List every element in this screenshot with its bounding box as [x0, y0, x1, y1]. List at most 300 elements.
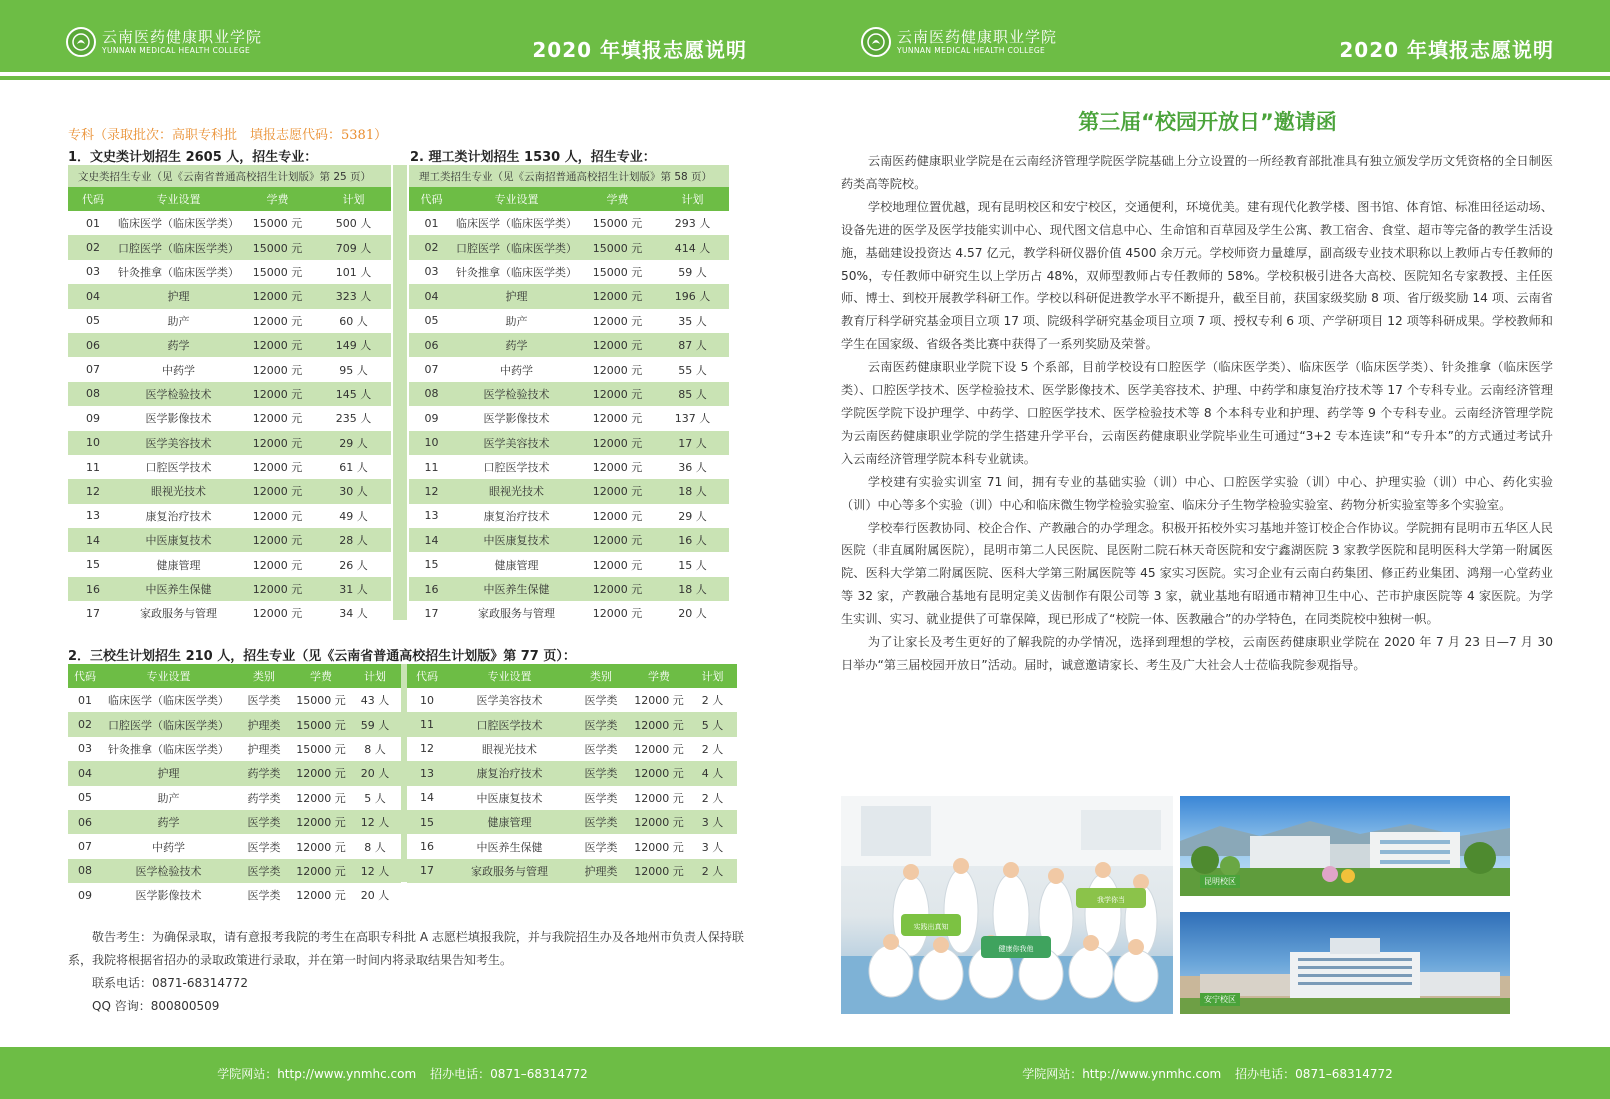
table-cell: 15000 元 — [592, 217, 643, 231]
table-cell: 中医养生保健 — [476, 840, 543, 854]
table-cell: 5 人 — [364, 791, 386, 805]
t1-caption: 文史类招生专业（见《云南省普通高校招生计划版》第 25 页） — [68, 165, 391, 187]
contact-qq: QQ 咨询：800800509 — [92, 999, 220, 1013]
table-science — [409, 165, 729, 626]
table-cell: 中医养生保健 — [454, 577, 579, 601]
logo-name-cn: 云南医药健康职业学院 — [102, 27, 263, 46]
table-cell: 03 — [86, 265, 100, 279]
table-cell: 针灸推拿（临床医学类） — [118, 265, 239, 279]
table-cell: 235 人 — [335, 412, 372, 426]
table-cell: 07 — [78, 840, 92, 854]
table-cell: 助产 — [505, 314, 528, 328]
table-cell: 17 — [86, 606, 100, 620]
t1-heading: 1．文史类计划招生 2605 人，招生专业： — [68, 150, 318, 165]
table-cell: 08 — [68, 859, 102, 883]
table-cell: 12000 元 — [293, 761, 349, 785]
t3-header: 计划 — [349, 664, 401, 688]
table-cell: 15000 元 — [592, 265, 643, 279]
table-row — [68, 479, 391, 503]
table-cell: 12000 元 — [579, 431, 656, 455]
table-row — [68, 528, 391, 552]
table-cell: 12 — [420, 742, 434, 756]
table-row — [409, 577, 729, 601]
table-cell: 43 人 — [360, 694, 390, 708]
table-cell: 医学类 — [235, 810, 293, 834]
table-cell: 12000 元 — [630, 761, 688, 785]
table-row — [68, 406, 391, 430]
article-paragraph: 云南医药健康职业学院下设 5 个系部，目前学校设有口腔医学（临床医学类）、临床医学（临床医学类）、针灸推拿（临床医学类）、口腔医学技术、医学检验技术、医学影像技术、医学美容技术、护理、中药学和康复治疗技术等 17 个专科专业。云南经济管理学院医学院下设护理学、中药学、口腔医学技术、医学检验技术等 8 个本科专业和护理、药学等 9 个专科专业。云南经济管理学院为云南医药健康职业学院的学生搭建升学平台，云南医药健康职业学院毕业生可通过“3+2 专本连读”和“专升本”的方式通过考试升入云南经济管理学院本科专业就读。 — [841, 360, 1553, 466]
table-cell: 眼视光技术 — [118, 479, 239, 503]
table-cell: 137 人 — [674, 412, 711, 426]
table-cell: 08 — [68, 382, 118, 406]
table-cell: 家政服务与管理 — [447, 859, 572, 883]
table-cell: 中医康复技术 — [454, 528, 579, 552]
table-cell: 5 人 — [688, 712, 737, 736]
table-cell: 01 — [78, 693, 92, 707]
table-row — [409, 479, 729, 503]
table-cell: 07 — [424, 363, 439, 377]
table-cell: 12000 元 — [592, 509, 643, 523]
table-cell: 95 人 — [339, 363, 368, 377]
logo-right — [861, 24, 1057, 60]
logo-name-en: YUNNAN MEDICAL HEALTH COLLEGE — [897, 45, 1046, 55]
table-cell: 12000 元 — [252, 509, 303, 523]
t1-header: 专业设置 — [118, 187, 239, 211]
article-paragraph: 学校建有实验实训室 71 间，拥有专业的基础实验（训）中心、口腔医学实验（训）中心、护理实验（训）中心、药化实验（训）中心等多个实验（训）中心和临床微生物学检验实验室、临床分子生物学检验实验室、药物分析实验室等多个实验室。 — [841, 474, 1553, 512]
table-cell: 15 — [424, 558, 439, 572]
table-cell: 49 人 — [339, 509, 368, 523]
table-row — [409, 235, 729, 259]
table-cell: 07 — [86, 363, 100, 377]
table-cell: 14 — [420, 791, 434, 805]
table-cell: 12000 元 — [293, 810, 349, 834]
table-cell: 12000 元 — [630, 712, 688, 736]
table-cell: 12000 元 — [634, 742, 684, 756]
table-cell: 18 人 — [656, 577, 729, 601]
table-cell: 中医康复技术 — [118, 528, 239, 552]
table-three-school-b — [407, 664, 737, 883]
table-cell: 29 人 — [316, 431, 391, 455]
table-cell: 12000 元 — [296, 791, 346, 805]
table-cell: 护理 — [118, 284, 239, 308]
table-cell: 12000 元 — [252, 363, 303, 377]
footer-phone: 招办电话：0871–68314772 — [1235, 1066, 1393, 1081]
table-cell: 医学类 — [572, 712, 630, 736]
table-cell: 12000 元 — [239, 382, 316, 406]
table-cell: 助产 — [167, 314, 190, 328]
table-row — [68, 834, 401, 858]
table-cell: 12 人 — [349, 859, 401, 883]
notice-text: 敬告考生：为确保录取，请有意报考我院的考生在高职专科批 A 志愿栏填报我院，并与我院招生办及各地州市负责人保持联系，我院将根据省招办的录取政策进行录取，并在第一时间内将录取结果告知考生。 — [68, 930, 744, 967]
contact-phone: 联系电话：0871-68314772 — [92, 976, 248, 990]
table-cell: 医学类 — [247, 840, 281, 854]
table-cell: 04 — [68, 761, 102, 785]
t1-header: 代码 — [68, 187, 118, 211]
table-cell: 06 — [68, 810, 102, 834]
table-cell: 149 人 — [316, 333, 391, 357]
table-cell: 临床医学（临床医学类） — [108, 694, 229, 708]
table-cell: 15000 元 — [239, 235, 316, 259]
table-cell: 09 — [86, 411, 100, 425]
table-cell: 医学检验技术 — [118, 382, 239, 406]
table-cell: 20 人 — [678, 607, 707, 621]
table-cell: 12 — [409, 479, 454, 503]
table-row — [407, 786, 737, 810]
table-cell: 17 — [407, 859, 447, 883]
table-cell: 医学影像技术 — [145, 412, 212, 426]
header-left — [0, 0, 805, 72]
table-cell: 02 — [68, 235, 118, 259]
table-cell: 口腔医学技术 — [447, 712, 572, 736]
table-cell: 医学美容技术 — [454, 431, 579, 455]
table-cell: 口腔医学技术 — [483, 461, 550, 475]
table-cell: 03 — [424, 265, 439, 279]
table-cell: 8 人 — [364, 742, 386, 756]
table-cell: 293 人 — [674, 217, 711, 231]
table-three-school-a — [68, 664, 401, 908]
table-cell: 临床医学（临床医学类） — [456, 217, 577, 231]
table-cell: 709 人 — [316, 235, 391, 259]
header-divider — [0, 76, 805, 80]
table-cell: 针灸推拿（临床医学类） — [456, 265, 577, 279]
t2-header: 计划 — [656, 187, 729, 211]
table-row — [68, 688, 401, 712]
footer-phone: 招办电话：0871–68314772 — [430, 1066, 588, 1081]
table-row — [409, 333, 729, 357]
table-cell: 10 — [409, 431, 454, 455]
photo-kunming-campus — [1180, 796, 1510, 896]
invitation-title: 第三届“校园开放日”邀请函 — [1078, 110, 1337, 134]
table-row — [68, 382, 391, 406]
table-cell: 4 人 — [688, 761, 737, 785]
t2-header: 学费 — [579, 187, 656, 211]
table-cell: 59 人 — [349, 712, 401, 736]
logo-name-en: YUNNAN MEDICAL HEALTH COLLEGE — [102, 45, 251, 55]
table-row — [68, 431, 391, 455]
students-illustration-icon — [841, 796, 1173, 1014]
banner-text: 健康你我他 — [998, 945, 1034, 953]
table-cell: 13 — [86, 509, 100, 523]
table-row — [68, 577, 391, 601]
table-cell: 中药学 — [500, 363, 533, 377]
table-row — [409, 357, 729, 381]
table-cell: 06 — [68, 333, 118, 357]
table-cell: 12000 元 — [239, 284, 316, 308]
table-row — [409, 431, 729, 455]
table-cell: 85 人 — [656, 382, 729, 406]
table-cell: 12000 元 — [630, 859, 688, 883]
table-cell: 医学影像技术 — [135, 889, 202, 903]
table-cell: 14 — [409, 528, 454, 552]
table-cell: 医学美容技术 — [476, 694, 543, 708]
table-cell: 87 人 — [656, 333, 729, 357]
table-cell: 12000 元 — [252, 607, 303, 621]
logo-left — [66, 24, 262, 60]
table-cell: 药学 — [102, 810, 235, 834]
table-row — [68, 786, 401, 810]
header-title: 2020 年填报志愿说明 — [1339, 38, 1554, 62]
table-cell: 药学 — [118, 333, 239, 357]
article-paragraph: 云南医药健康职业学院是在云南经济管理学院医学院基础上分立设置的一所经教育部批准具有独立颁发学历文凭资格的全日制医药类高等院校。 — [841, 154, 1553, 191]
table-separator — [393, 165, 407, 620]
table-cell: 15000 元 — [296, 742, 346, 756]
footer-right — [805, 1047, 1610, 1099]
table-cell: 04 — [68, 284, 118, 308]
table-cell: 05 — [86, 314, 100, 328]
article-paragraph: 为了让家长及考生更好的了解我院的办学情况，选择到理想的学校，云南医药健康职业学院在 2020 年 7 月 23 日—7 月 30 日举办“第三届校园开放日”活动。届时，诚意邀请家长、考生及广大社会人士莅临我院参观指导。 — [841, 635, 1553, 672]
table-cell: 医学类 — [584, 742, 618, 756]
table-row — [407, 859, 737, 883]
table-row — [407, 761, 737, 785]
table-cell: 12000 元 — [579, 382, 656, 406]
t1-header: 学费 — [239, 187, 316, 211]
table-cell: 中药学 — [152, 840, 185, 854]
table-cell: 医学类 — [247, 889, 281, 903]
table-row — [68, 455, 391, 479]
table-cell: 12000 元 — [293, 859, 349, 883]
table-cell: 12000 元 — [579, 479, 656, 503]
table-row — [409, 528, 729, 552]
table-cell: 康复治疗技术 — [145, 509, 212, 523]
table-cell: 2 人 — [688, 859, 737, 883]
article-paragraph: 学校地理位置优越，现有昆明校区和安宁校区，交通便利，环境优美。建有现代化教学楼、图书馆、体育馆、标准田径运动场、设备先进的医学及医学技能实训中心、现代图文信息中心、生命馆和百草园及学生公寓、教工宿舍、食堂、超市等完备的教学生活设施，基础建设投资达 4.57 亿元，教学科研仪器价值 4500 余万元。学校师资力量雄厚，副高级专业技术职称以上教师占专任教师的 50%，专任教师中研究生以上学历占 48%，双师型教师占专任教师的 58%。学校积极引进各大高校、医院知名专家教授、主任医师、博士、到校开展教学科研工作。学校以科研促进教学水平不断提升，截至目前，获国家级奖励 8 项、省厅级奖励 14 项、云南省教育厅科学研究基金项目立项 17 项、院级科学研究基金项目立项 7 项、授权专利 6 项、产学研项目 12 项等科研成果。学校教师和学生在国家级、省级各类比赛中获得了一系列奖励及荣誉。 — [841, 199, 1553, 352]
table-cell: 12000 元 — [296, 840, 346, 854]
table-row — [407, 688, 737, 712]
table-row — [68, 309, 391, 333]
table-cell: 医学类 — [584, 791, 618, 805]
table-cell: 护理类 — [247, 742, 281, 756]
table-cell: 12000 元 — [592, 461, 643, 475]
t3-header: 代码 — [68, 664, 102, 688]
table-cell: 口腔医学（临床医学类） — [102, 712, 235, 736]
table-row — [68, 284, 391, 308]
table-cell: 13 — [407, 761, 447, 785]
table-cell: 药学类 — [235, 761, 293, 785]
table-cell: 12000 元 — [634, 840, 684, 854]
footer-site: 学院网站：http://www.ynmhc.com — [1022, 1066, 1222, 1081]
table-cell: 2 人 — [701, 791, 724, 805]
table-cell: 12000 元 — [579, 577, 656, 601]
table-cell: 01 — [424, 216, 439, 230]
table-cell: 60 人 — [339, 314, 368, 328]
table-row — [68, 504, 391, 528]
table-row — [68, 737, 401, 761]
table-row — [68, 552, 391, 576]
table-row — [68, 712, 401, 736]
table-cell: 康复治疗技术 — [483, 509, 550, 523]
t2-heading: 2. 理工类计划招生 1530 人，招生专业： — [410, 150, 656, 165]
table-cell: 05 — [424, 314, 439, 328]
table-cell: 04 — [409, 284, 454, 308]
t3-header: 计划 — [688, 664, 737, 688]
table-row — [409, 504, 729, 528]
table-cell: 医学类 — [572, 761, 630, 785]
section-title: 专科（录取批次：高职专科批 填报志愿代码：5381） — [68, 128, 388, 143]
table-cell: 02 — [409, 235, 454, 259]
table-cell: 18 人 — [656, 479, 729, 503]
table-cell: 口腔医学技术 — [145, 461, 212, 475]
table-cell: 针灸推拿（临床医学类） — [108, 742, 229, 756]
table-row — [68, 211, 391, 235]
table-row — [409, 211, 729, 235]
logo-name-cn: 云南医药健康职业学院 — [897, 27, 1058, 46]
table-cell: 17 — [424, 606, 439, 620]
t2-header: 专业设置 — [454, 187, 579, 211]
right-page — [805, 0, 1610, 1099]
table-row — [409, 552, 729, 576]
table-row — [407, 834, 737, 858]
table-cell: 03 — [78, 742, 92, 756]
table-cell: 14 — [68, 528, 118, 552]
table-cell: 29 人 — [678, 509, 707, 523]
table-cell: 101 人 — [335, 265, 372, 279]
table-cell: 家政服务与管理 — [140, 607, 217, 621]
table-cell: 临床医学（临床医学类） — [118, 217, 239, 231]
table-cell: 15 — [407, 810, 447, 834]
table-cell: 08 — [409, 382, 454, 406]
header-divider — [805, 76, 1610, 80]
table-cell: 500 人 — [335, 217, 372, 231]
table-cell: 16 — [420, 840, 434, 854]
table-row — [409, 601, 729, 625]
table-cell: 15 — [86, 558, 100, 572]
table-cell: 12000 元 — [592, 314, 643, 328]
table-cell: 28 人 — [316, 528, 391, 552]
caption-anning: 安宁校区 — [1200, 993, 1240, 1006]
table-cell: 2 人 — [701, 742, 724, 756]
t2-header: 代码 — [409, 187, 454, 211]
table-cell: 15000 元 — [579, 235, 656, 259]
table-row — [68, 859, 401, 883]
table-cell: 34 人 — [339, 607, 368, 621]
table-cell: 323 人 — [316, 284, 391, 308]
table-cell: 20 人 — [360, 889, 390, 903]
header-title: 2020 年填报志愿说明 — [532, 38, 747, 62]
notice-block — [68, 926, 748, 1018]
footer-left — [0, 1047, 805, 1099]
table-cell: 145 人 — [316, 382, 391, 406]
table-cell: 15000 元 — [293, 712, 349, 736]
table-cell: 20 人 — [349, 761, 401, 785]
table-cell: 健康管理 — [447, 810, 572, 834]
table-cell: 12000 元 — [592, 363, 643, 377]
table-cell: 医学影像技术 — [483, 412, 550, 426]
table-cell: 健康管理 — [494, 558, 539, 572]
table-row — [68, 357, 391, 381]
table-cell: 55 人 — [678, 363, 707, 377]
table-cell: 12000 元 — [239, 431, 316, 455]
table-row — [407, 712, 737, 736]
table-cell: 16 — [409, 577, 454, 601]
table-cell: 12000 元 — [239, 333, 316, 357]
table-row — [409, 260, 729, 284]
table-cell: 2 人 — [701, 694, 724, 708]
table-cell: 02 — [68, 712, 102, 736]
table-cell: 12000 元 — [579, 284, 656, 308]
table-row — [68, 601, 391, 625]
table-cell: 12000 元 — [239, 577, 316, 601]
table-cell: 眼视光技术 — [482, 742, 537, 756]
table-cell: 医学美容技术 — [118, 431, 239, 455]
table-cell: 中医养生保健 — [118, 577, 239, 601]
table-row — [409, 455, 729, 479]
table-cell: 口腔医学（临床医学类） — [454, 235, 579, 259]
t3-header: 学费 — [293, 664, 349, 688]
table-row — [409, 309, 729, 333]
header-right — [805, 0, 1610, 72]
table-row — [407, 737, 737, 761]
t3-heading: 2．三校生计划招生 210 人，招生专业（见《云南省普通高校招生计划版》第 77 页）： — [68, 649, 576, 664]
table-row — [68, 235, 391, 259]
t3-header: 学费 — [630, 664, 688, 688]
t1-header: 计划 — [316, 187, 391, 211]
table-cell: 护理类 — [235, 712, 293, 736]
table-cell: 中医康复技术 — [476, 791, 543, 805]
banner-text: 我学你当 — [1097, 896, 1125, 904]
table-row — [68, 333, 391, 357]
table-cell: 家政服务与管理 — [478, 607, 555, 621]
table-cell: 12000 元 — [630, 810, 688, 834]
t2-caption: 理工类招生专业（见《云南招普通高校招生计划版》第 58 页） — [409, 165, 729, 187]
table-cell: 药学 — [454, 333, 579, 357]
table-cell: 12000 元 — [239, 528, 316, 552]
table-cell: 30 人 — [316, 479, 391, 503]
table-cell: 中药学 — [162, 363, 195, 377]
table-cell: 12000 元 — [252, 558, 303, 572]
table-cell: 12000 元 — [296, 889, 346, 903]
caption-kunming: 昆明校区 — [1200, 875, 1240, 888]
table-cell: 35 人 — [678, 314, 707, 328]
table-cell: 医学检验技术 — [454, 382, 579, 406]
table-cell: 10 — [68, 431, 118, 455]
table-cell: 414 人 — [656, 235, 729, 259]
table-cell: 眼视光技术 — [454, 479, 579, 503]
t3-header: 专业设置 — [447, 664, 572, 688]
table-cell: 196 人 — [656, 284, 729, 308]
table-row — [409, 284, 729, 308]
table-cell: 口腔医学（临床医学类） — [118, 235, 239, 259]
table-cell: 17 人 — [656, 431, 729, 455]
table-cell: 15000 元 — [252, 217, 303, 231]
table-cell: 医学检验技术 — [102, 859, 235, 883]
table-cell: 3 人 — [688, 810, 737, 834]
table-cell: 12 人 — [349, 810, 401, 834]
table-cell: 12000 元 — [592, 558, 643, 572]
table-cell: 16 — [68, 577, 118, 601]
table-cell: 12000 元 — [634, 791, 684, 805]
table-cell: 05 — [78, 791, 92, 805]
table-cell: 15 人 — [678, 558, 707, 572]
banner-text: 实践出真知 — [913, 923, 949, 931]
table-cell: 11 — [424, 460, 439, 474]
table-cell: 医学类 — [584, 694, 618, 708]
table-cell: 15000 元 — [252, 265, 303, 279]
t3-header: 专业设置 — [102, 664, 235, 688]
table-row — [409, 382, 729, 406]
table-row — [407, 810, 737, 834]
table-cell: 26 人 — [339, 558, 368, 572]
table-cell: 06 — [409, 333, 454, 357]
table-cell: 医学类 — [572, 810, 630, 834]
photo-anning-campus — [1180, 912, 1510, 1014]
table-cell: 12000 元 — [252, 412, 303, 426]
table-cell: 12000 元 — [592, 607, 643, 621]
table-cell: 09 — [78, 888, 92, 902]
table-cell: 12000 元 — [592, 412, 643, 426]
table-row — [409, 406, 729, 430]
table-cell: 12000 元 — [239, 479, 316, 503]
table-cell: 61 人 — [339, 461, 368, 475]
